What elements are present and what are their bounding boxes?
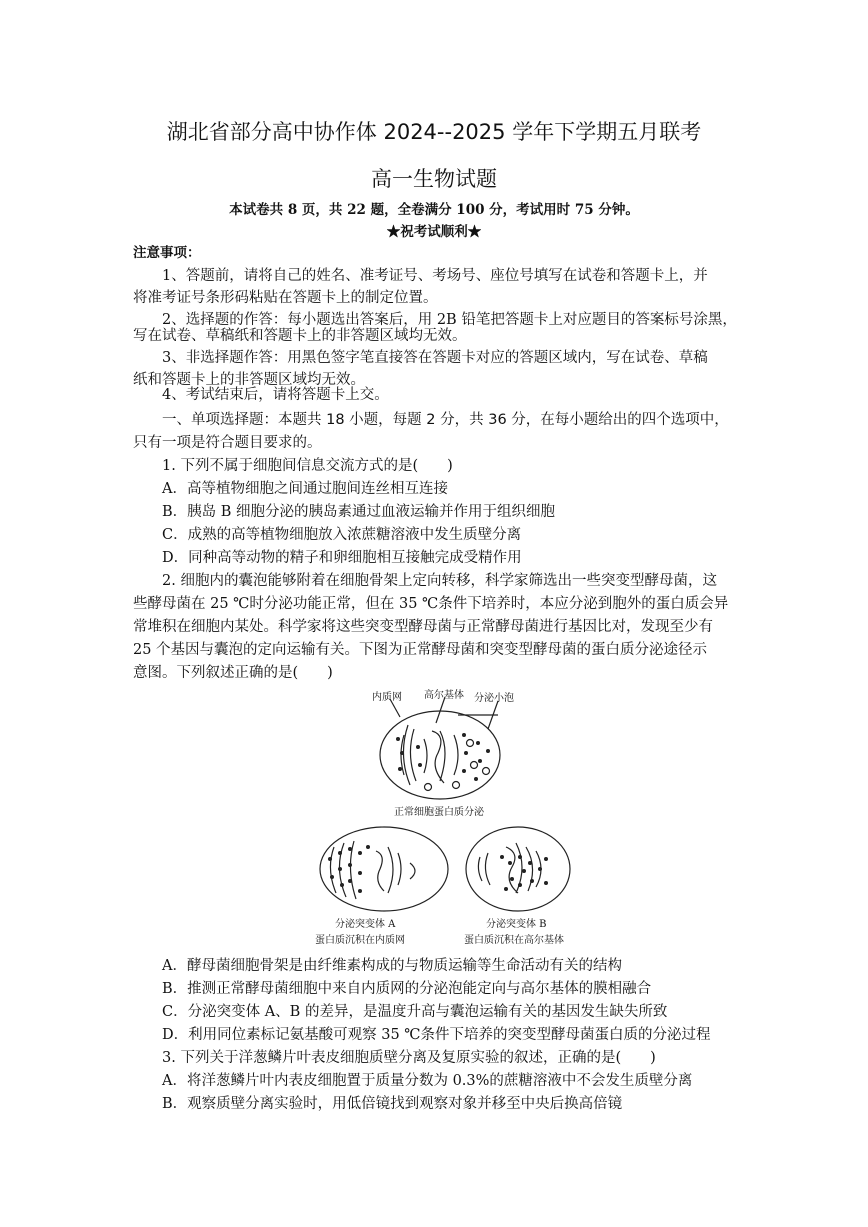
q2-option-a: A．酵母菌细胞骨架是由纤维素构成的与物质运输等生命活动有关的结构	[162, 958, 622, 974]
label-er: 内质网	[372, 692, 402, 703]
note-line: 将准考证号条形码粘贴在答题卡上的制定位置。	[133, 290, 438, 306]
caption-mutant-b-2: 蛋白质沉积在高尔基体	[464, 935, 564, 946]
q2-stem-line: 25 个基因与囊泡的定向运输有关。下图为正常酵母菌和突变型酵母菌的蛋白质分泌途径示	[133, 642, 708, 658]
exam-subtitle: 高一生物试题	[371, 167, 497, 191]
q2-option-d: D．利用同位素标记氨基酸可观察 35 ℃条件下培养的突变型酵母菌蛋白质的分泌过程	[162, 1027, 711, 1043]
note-line: 1、答题前，请将自己的姓名、准考证号、考场号、座位号填写在试卷和答题卡上，并	[162, 268, 708, 284]
note-line: 3、非选择题作答：用黑色签字笔直接答在答题卡对应的答题区域内，写在试卷、草稿	[162, 350, 708, 366]
figure-mutant-a	[314, 823, 454, 915]
q2-option-c: C．分泌突变体 A、B 的差异，是温度升高与囊泡运输有关的基因发生缺失所致	[162, 1004, 668, 1020]
caption-mutant-a-1: 分泌突变体 A	[335, 919, 396, 930]
q1-option-c: C．成熟的高等植物细胞放入浓蔗糖溶液中发生质壁分离	[162, 527, 522, 543]
exam-info: 本试卷共 8 页，共 22 题，全卷满分 100 分，考试用时 75 分钟。	[229, 202, 639, 218]
figure-mutant-b	[462, 823, 574, 915]
note-line: 纸和答题卡上的非答题区域均无效。	[133, 372, 365, 388]
q3-stem: 3. 下列关于洋葱鳞片叶表皮细胞质壁分离及复原实验的叙述，正确的是( )	[162, 1050, 656, 1066]
caption-mutant-a-2: 蛋白质沉积在内质网	[315, 935, 405, 946]
q2-stem-line: 2. 细胞内的囊泡能够附着在细胞骨架上定向转移，科学家筛选出一些突变型酵母菌，这	[162, 573, 717, 589]
note-line: 2、选择题的作答：每小题选出答案后，用 2B 铅笔把答题卡上对应题目的答案标号涂黑，	[162, 312, 737, 328]
q1-option-d: D．同种高等动物的精子和卵细胞相互接触完成受精作用	[162, 550, 522, 566]
section-heading: 一、单项选择题：本题共 18 小题，每题 2 分，共 36 分，在每小题给出的四个选项中，	[162, 412, 729, 428]
q1-stem: 1. 下列不属于细胞间信息交流方式的是( )	[162, 458, 453, 474]
label-vesicle: 分泌小泡	[474, 693, 514, 704]
q3-option-a: A．将洋葱鳞片叶内表皮细胞置于质量分数为 0.3%的蔗糖溶液中不会发生质壁分离	[162, 1073, 693, 1089]
figure-normal-cell	[370, 695, 510, 803]
label-golgi: 高尔基体	[424, 690, 464, 701]
exam-wish: ★祝考试顺利★	[386, 224, 482, 240]
q2-stem-line: 意图。下列叙述正确的是( )	[133, 665, 333, 681]
caption-normal: 正常细胞蛋白质分泌	[394, 807, 484, 818]
notes-heading: 注意事项：	[133, 245, 201, 261]
exam-title: 湖北省部分高中协作体 2024--2025 学年下学期五月联考	[166, 120, 702, 144]
q3-option-b: B．观察质壁分离实验时，用低倍镜找到观察对象并移至中央后换高倍镜	[162, 1096, 623, 1112]
q2-stem-line: 些酵母菌在 25 ℃时分泌功能正常，但在 35 ℃条件下培养时，本应分泌到胞外的蛋白质会异	[133, 596, 729, 612]
q1-option-b: B．胰岛 B 细胞分泌的胰岛素通过血液运输并作用于组织细胞	[162, 504, 556, 520]
q2-stem-line: 常堆积在细胞内某处。科学家将这些突变型酵母菌与正常酵母菌进行基因比对，发现至少有	[133, 619, 713, 635]
q1-option-a: A．高等植物细胞之间通过胞间连丝相互连接	[162, 481, 448, 497]
note-line: 写在试卷、草稿纸和答题卡上的非答题区域均无效。	[133, 328, 467, 344]
note-line: 4、考试结束后，请将答题卡上交。	[162, 387, 389, 403]
caption-mutant-b-1: 分泌突变体 B	[486, 919, 547, 930]
q2-option-b: B．推测正常酵母菌细胞中来自内质网的分泌泡能定向与高尔基体的膜相融合	[162, 981, 652, 997]
section-heading-2: 只有一项是符合题目要求的。	[133, 435, 322, 451]
